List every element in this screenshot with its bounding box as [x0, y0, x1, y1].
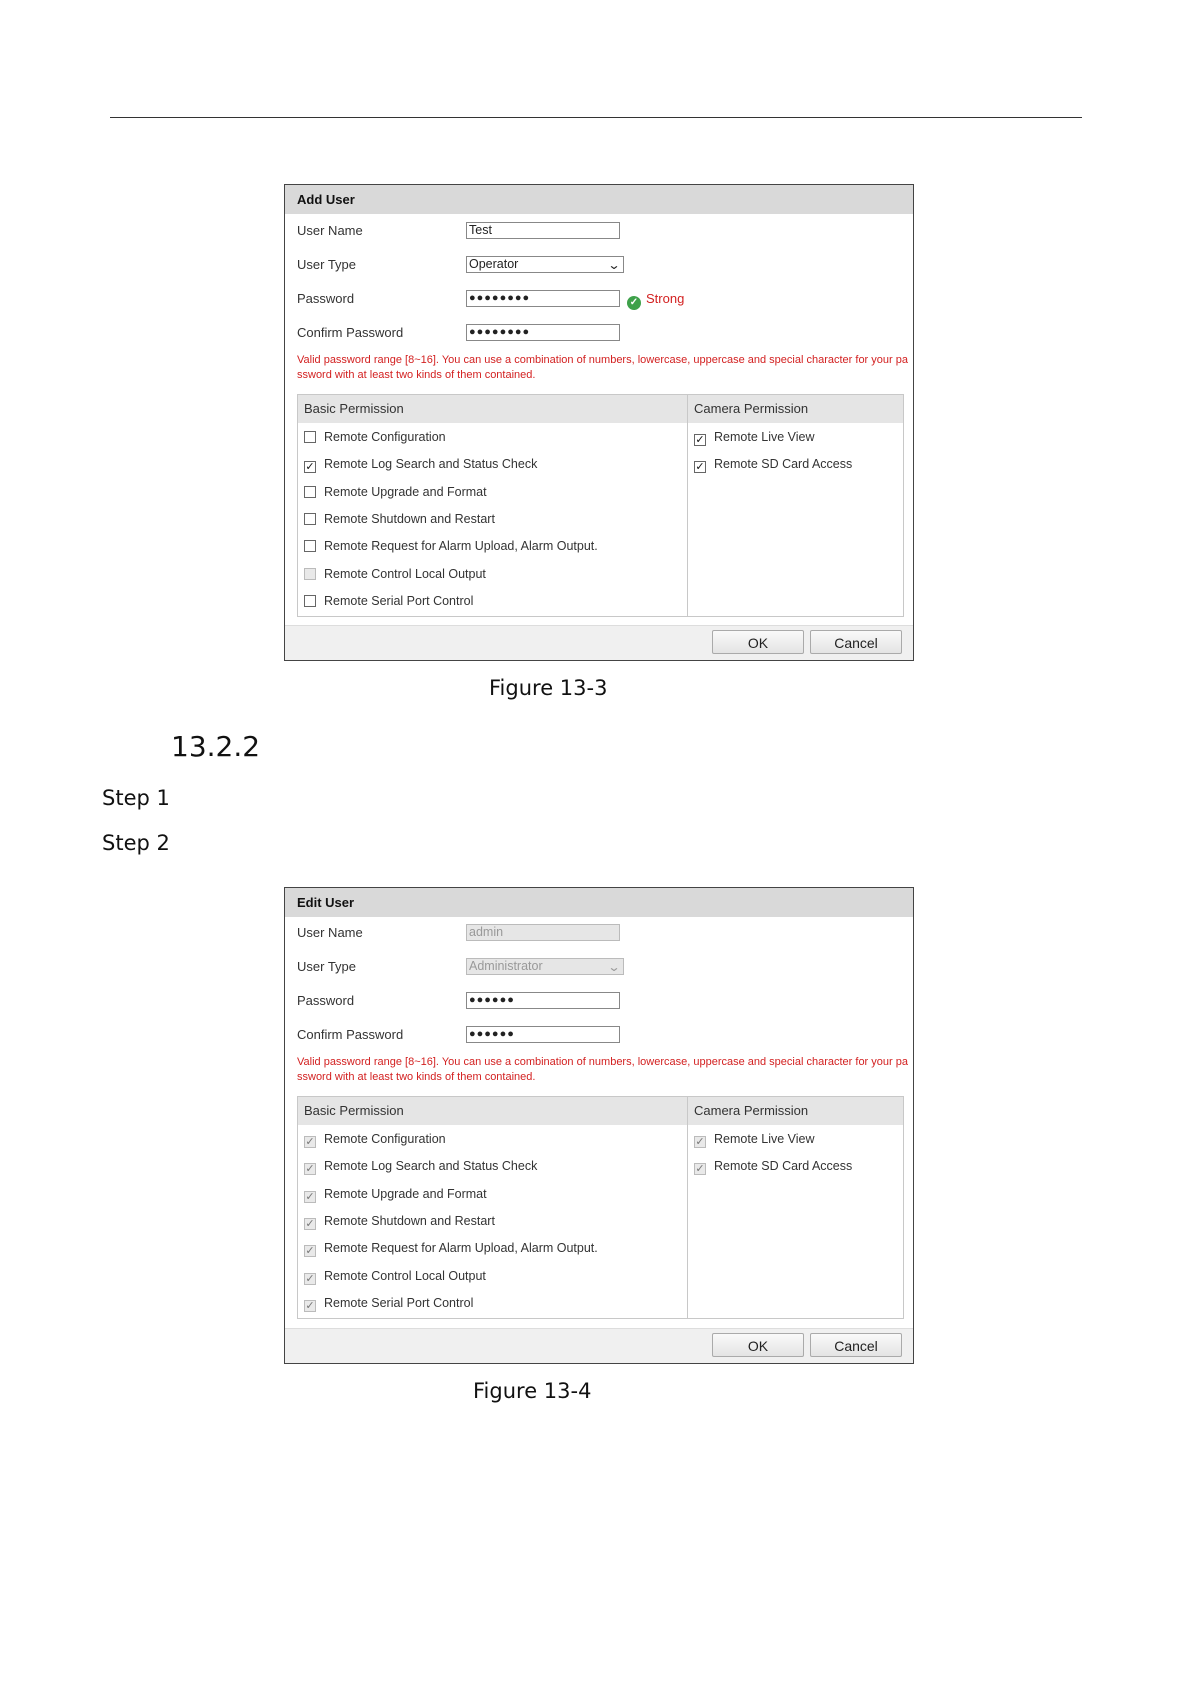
- checkbox[interactable]: [304, 540, 316, 552]
- permission-label: Remote Control Local Output: [324, 1269, 486, 1283]
- permission-label: Remote Upgrade and Format: [324, 1187, 487, 1201]
- permission-remote-shutdown: [304, 1213, 495, 1229]
- permission-remote-control-output: [304, 566, 486, 582]
- permission-label: Remote Request for Alarm Upload, Alarm Output.: [324, 1241, 598, 1255]
- password-strength: [627, 291, 684, 310]
- ok-button[interactable]: OK: [712, 1333, 804, 1357]
- permission-remote-live-view: [694, 1131, 815, 1147]
- checkbox[interactable]: ✓: [695, 461, 705, 473]
- checkbox: ✓: [305, 1191, 315, 1203]
- checkbox[interactable]: [304, 595, 316, 607]
- permission-label: Remote SD Card Access: [714, 1159, 853, 1173]
- user-name-label: User Name: [297, 925, 363, 940]
- permission-remote-configuration: [304, 1131, 446, 1147]
- permission-label: Remote Configuration: [324, 1132, 446, 1146]
- permission-label: Remote Control Local Output: [324, 567, 486, 581]
- permission-remote-log-search[interactable]: [304, 456, 537, 472]
- dialog-footer: [285, 625, 913, 660]
- permission-label: Remote Log Search and Status Check: [324, 1159, 538, 1173]
- password-input[interactable]: ●●●●●●●●: [466, 290, 620, 307]
- checkbox[interactable]: ✓: [695, 434, 705, 446]
- permission-label: Remote Configuration: [324, 430, 446, 444]
- user-type-label: User Type: [297, 959, 357, 974]
- confirm-password-label: Confirm Password: [297, 325, 404, 340]
- permission-label: Remote Live View: [714, 430, 815, 444]
- cancel-button[interactable]: Cancel: [810, 630, 902, 654]
- password-hint: [297, 353, 909, 383]
- cancel-button[interactable]: Cancel: [810, 1333, 902, 1357]
- camera-permission-header: Camera Permission: [688, 395, 903, 423]
- checkbox: ✓: [305, 1245, 315, 1257]
- permission-remote-shutdown[interactable]: [304, 511, 495, 527]
- permission-remote-upgrade: [304, 1186, 487, 1202]
- dialog-title: Add User: [285, 185, 913, 214]
- permission-label: Remote Request for Alarm Upload, Alarm Output.: [324, 539, 598, 553]
- checkbox: ✓: [305, 1136, 315, 1148]
- checkbox: ✓: [305, 1218, 315, 1230]
- permission-label: Remote Serial Port Control: [324, 594, 474, 608]
- permission-remote-configuration[interactable]: [304, 429, 446, 445]
- permission-label: Remote SD Card Access: [714, 457, 853, 471]
- user-type-value: Operator: [469, 257, 519, 271]
- hint-line: Valid password range [8~16]. You can use a combination of numbers, lowercase, uppercase and special character for your pa: [297, 1056, 908, 1068]
- header-rule: [110, 117, 1082, 118]
- user-name-label: User Name: [297, 223, 363, 238]
- camera-permission-column: [688, 395, 903, 616]
- confirm-password-label: Confirm Password: [297, 1027, 404, 1042]
- permission-label: Remote Shutdown and Restart: [324, 1214, 495, 1228]
- ok-button[interactable]: OK: [712, 630, 804, 654]
- permission-remote-alarm-request: [304, 1240, 598, 1256]
- checkbox[interactable]: ✓: [305, 461, 315, 473]
- password-label: Password: [297, 291, 355, 306]
- edit-user-dialog: [284, 887, 914, 1364]
- permission-remote-live-view[interactable]: [694, 429, 815, 445]
- permission-label: Remote Live View: [714, 1132, 815, 1146]
- permission-remote-log-search: [304, 1158, 537, 1174]
- checkbox: ✓: [305, 1163, 315, 1175]
- checkbox: ✓: [305, 1300, 315, 1312]
- step-label: Step 2: [102, 831, 170, 855]
- user-type-label: User Type: [297, 257, 357, 272]
- dialog-title: Edit User: [285, 888, 913, 917]
- checkbox: [304, 568, 316, 580]
- password-input[interactable]: ●●●●●●: [466, 992, 620, 1009]
- user-name-input: admin: [466, 924, 620, 941]
- permission-label: Remote Upgrade and Format: [324, 485, 487, 499]
- permission-remote-sd-card: [694, 1158, 852, 1174]
- checkbox[interactable]: [304, 431, 316, 443]
- permission-remote-serial-port[interactable]: [304, 593, 473, 609]
- chevron-down-icon: ⌄: [607, 960, 621, 974]
- hint-line: Valid password range [8~16]. You can use a combination of numbers, lowercase, uppercase and special character for your pa: [297, 354, 908, 366]
- camera-permission-column: [688, 1097, 903, 1318]
- camera-permission-header: Camera Permission: [688, 1097, 903, 1125]
- checkbox[interactable]: [304, 513, 316, 525]
- basic-permission-header: Basic Permission: [298, 1097, 687, 1125]
- strength-text: Strong: [646, 291, 685, 306]
- add-user-dialog: [284, 184, 914, 661]
- user-name-input[interactable]: Test: [466, 222, 620, 239]
- confirm-password-input[interactable]: ●●●●●●: [466, 1026, 620, 1043]
- checkbox: ✓: [305, 1273, 315, 1285]
- password-hint: [297, 1055, 909, 1085]
- permission-remote-upgrade[interactable]: [304, 484, 487, 500]
- permission-remote-control-output: [304, 1268, 486, 1284]
- checkbox: ✓: [695, 1163, 705, 1175]
- permission-label: Remote Serial Port Control: [324, 1296, 474, 1310]
- permission-remote-alarm-request[interactable]: [304, 538, 598, 554]
- user-type-select: [466, 958, 624, 975]
- user-type-select[interactable]: [466, 256, 624, 273]
- permission-panel: [297, 1096, 904, 1319]
- permission-remote-serial-port: [304, 1295, 473, 1311]
- permission-remote-sd-card[interactable]: [694, 456, 852, 472]
- checkbox[interactable]: [304, 486, 316, 498]
- step-label: Step 1: [102, 786, 170, 810]
- check-circle-icon: ✓: [627, 296, 641, 310]
- figure-caption: Figure 13-4: [473, 1379, 592, 1403]
- chevron-down-icon: ⌄: [607, 258, 621, 272]
- basic-permission-column: [298, 1097, 688, 1318]
- hint-line: ssword with at least two kinds of them contained.: [297, 369, 536, 381]
- section-heading: 13.2.2: [171, 730, 261, 763]
- dialog-footer: [285, 1328, 913, 1363]
- user-type-value: Administrator: [469, 959, 543, 973]
- basic-permission-header: Basic Permission: [298, 395, 687, 423]
- checkbox: ✓: [695, 1136, 705, 1148]
- confirm-password-input[interactable]: ●●●●●●●●: [466, 324, 620, 341]
- basic-permission-column: [298, 395, 688, 616]
- permission-label: Remote Log Search and Status Check: [324, 457, 538, 471]
- figure-caption: Figure 13-3: [489, 676, 608, 700]
- permission-label: Remote Shutdown and Restart: [324, 512, 495, 526]
- permission-panel: [297, 394, 904, 617]
- hint-line: ssword with at least two kinds of them contained.: [297, 1071, 536, 1083]
- password-label: Password: [297, 993, 355, 1008]
